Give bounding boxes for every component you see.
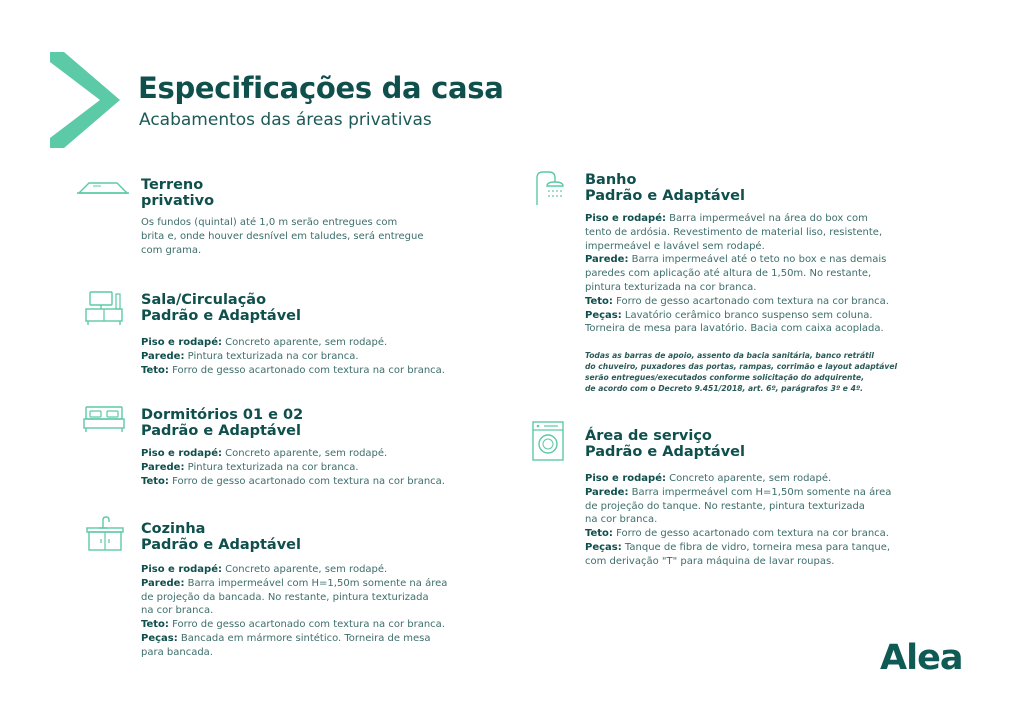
brand-logo: Alea [880,638,963,678]
section-heading-cozinha: Cozinha Padrão e Adaptável [141,521,301,553]
page-subtitle: Acabamentos das áreas privativas [139,110,432,130]
section-heading-sala: Sala/Circulação Padrão e Adaptável [141,292,301,324]
section-heading-banho: Banho Padrão e Adaptável [585,172,745,204]
bed-icon [83,405,125,433]
section-heading-servico: Área de serviço Padrão e Adaptável [585,428,745,460]
accessibility-note: Todas as barras de apoio, assento da bacia sanitária, banco retrátil do chuveiro, puxadores das portas, rampas, corrimão e layout adaptável serão entregues/executados conforme solicitação do adquirente, de acordo com o Decreto 9.451/2018, art. 6º, parágrafos 3º e 4º. [585,351,898,393]
kitchen-sink-icon [86,516,124,552]
page-title: Especificações da casa [138,71,504,105]
section-body-banho: Piso e rodapé: Barra impermeável na área do box com tento de ardósia. Revestimento de material liso, resistente, impermeável e lavável sem rodapé. Parede: Barra impermeável até o teto no box e nas demais paredes com aplicação até altura de 1,50m. No restante, pintura texturizada na cor branca. Teto: Forro de gesso acartonado com textura na cor branca. Peças: Lavatório cerâmico branco suspenso sem coluna. Torneira de mesa para lavatório. Bacia com caixa acoplada. [585,213,889,335]
section-body-sala: Piso e rodapé: Concreto aparente, sem rodapé. Parede: Pintura texturizada na cor branca. Teto: Forro de gesso acartonado com textura na cor branca. [141,337,445,376]
section-body-dormitorios: Piso e rodapé: Concreto aparente, sem rodapé. Parede: Pintura texturizada na cor branca. Teto: Forro de gesso acartonado com textura na cor branca. [141,448,445,487]
section-body-terreno: Os fundos (quintal) até 1,0 m serão entregues com brita e, onde houver desnível em taludes, será entregue com grama. [141,217,424,256]
terrain-icon [77,180,129,196]
living-room-icon [84,290,124,326]
shower-icon [533,170,569,206]
section-heading-terreno: Terreno privativo [141,177,215,209]
section-heading-dormitorios: Dormitórios 01 e 02 Padrão e Adaptável [141,407,304,439]
section-body-cozinha: Piso e rodapé: Concreto aparente, sem rodapé. Parede: Barra impermeável com H=1,50m somente na área de projeção da bancada. No restante, pintura texturizada na cor branca. Teto: Forro de gesso acartonado com textura na cor branca. Peças: Bancada em mármore sintético. Torneira de mesa para bancada. [141,564,448,658]
washing-machine-icon [532,421,564,461]
chevron-logo-icon [50,52,120,148]
section-body-servico: Piso e rodapé: Concreto aparente, sem rodapé. Parede: Barra impermeável com H=1,50m somente na área de projeção do tanque. No restante, pintura texturizada na cor branca. Teto: Forro de gesso acartonado com textura na cor branca. Peças: Tanque de fibra de vidro, torneira mesa para tanque, com derivação "T" para máquina de lavar roupas. [585,473,892,567]
